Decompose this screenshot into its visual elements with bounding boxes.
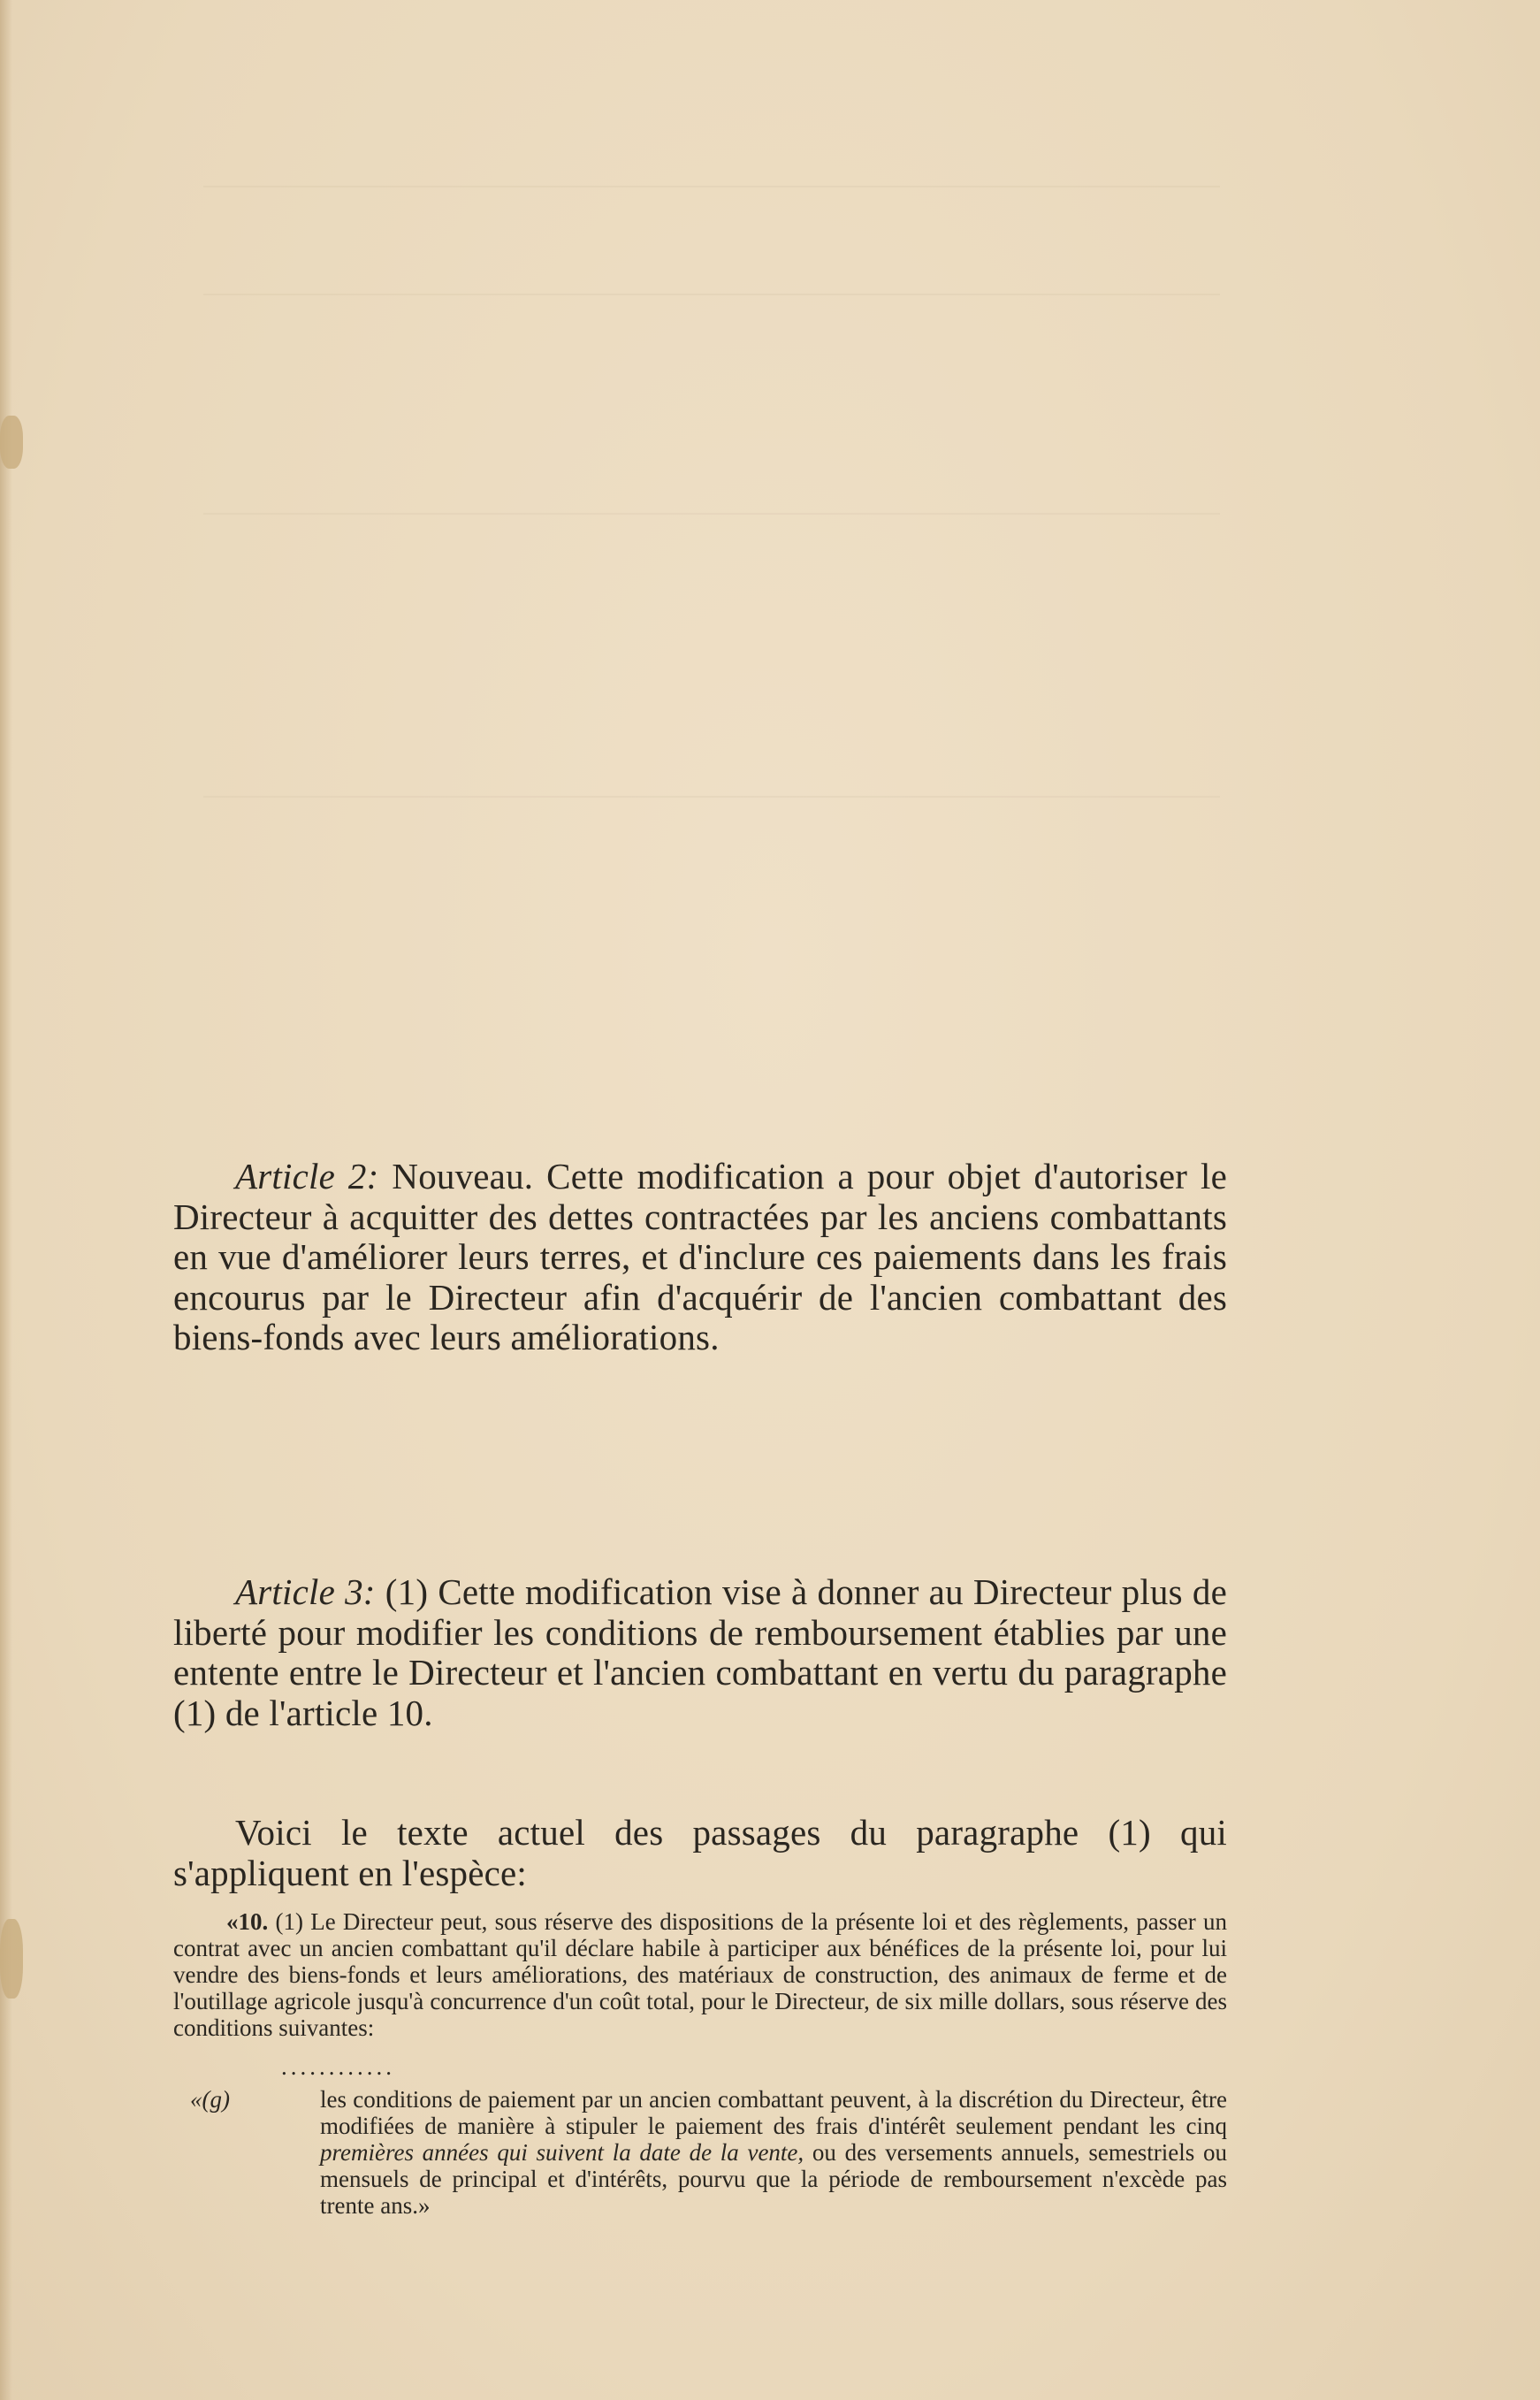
article-2-paragraph (173, 1157, 1227, 1358)
article-3-text: (1) Cette modification vise à donner au Directeur plus de liberté pour modifier les conditions de remboursement établies par une entente entre le Directeur et l'ancien combattant en vertu du paragraphe (1) de l'article 10. (173, 1571, 1227, 1733)
article-3-block (173, 1572, 1227, 1733)
ellipsis-dots: ............ (281, 2053, 395, 2080)
quote-section-10 (173, 1908, 1227, 2041)
quote-section-number: «10. (226, 1908, 269, 1935)
bleed-through-band (203, 186, 1220, 295)
quote-subparagraph-g (173, 2086, 1227, 2219)
paper-stain (0, 416, 23, 469)
article-2-label: Article 2: (235, 1156, 379, 1196)
paper-stain (0, 1919, 23, 1999)
quote-block (173, 1908, 1227, 2219)
bleed-through-band (203, 513, 1220, 727)
intro-text: Voici le texte actuel des passages du paragraphe (1) qui s'appliquent en l'espèce: (173, 1812, 1227, 1893)
intro-paragraph (173, 1813, 1227, 1893)
article-3-label: Article 3: (235, 1571, 376, 1612)
subparagraph-g-mark: «(g) (190, 2086, 230, 2113)
article-2-text: Nouveau. Cette modification a pour objet d'autoriser le Directeur à acquitter des dettes contractées par les anciens combattants en vue d'améliorer leurs terres, et d'inclure ces paiements dans les frais encourus par le Directeur afin d'acquérir de l'ancien combattant des biens-fonds avec leurs améliorations. (173, 1156, 1227, 1357)
subparagraph-g-text: les conditions de paiement par un ancien combattant peuvent, à la discrétion du Directeur, être modifiées de manière à stipuler le paiement des frais d'intérêt seulement pendant les cinq premières années qui suivent la date de la vente, ou des versements annuels, semestriels ou mensuels de principal et d'intérêts, pourvu que la période de remboursement n'excède pas trente ans.» (320, 2086, 1227, 2219)
article-2-block (173, 1157, 1227, 1358)
quote-section-text: (1) Le Directeur peut, sous réserve des dispositions de la présente loi et des règlements, passer un contrat avec un ancien combattant qu'il déclare habile à participer aux bénéfices de la présente loi, pour lui vendre des biens-fonds et leurs améliorations, des matériaux de construction, des animaux de ferme et de l'outillage agricole jusqu'à concurrence d'un coût total, pour le Directeur, de six mille dollars, sous réserve des conditions suivantes: (173, 1908, 1227, 2041)
bleed-through-band (203, 796, 1220, 1063)
intro-block (173, 1813, 1227, 1893)
article-3-paragraph (173, 1572, 1227, 1733)
page-edge-shadow (0, 0, 12, 2400)
